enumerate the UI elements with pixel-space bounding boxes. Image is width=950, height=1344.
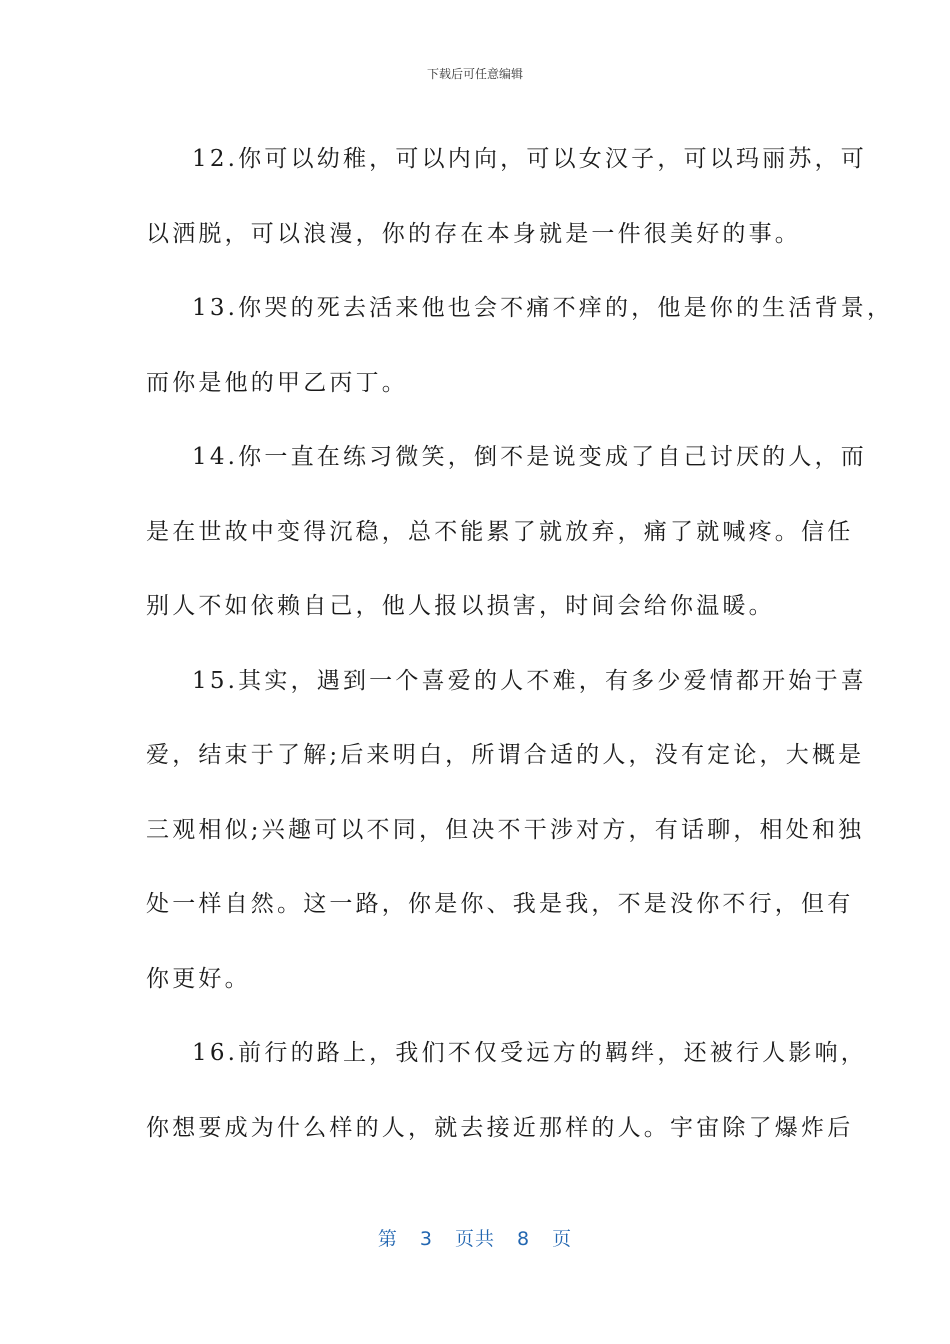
paragraph-line: 14.你一直在练习微笑，倒不是说变成了自己讨厌的人，而 — [192, 444, 867, 470]
paragraph-line: 以洒脱，可以浪漫，你的存在本身就是一件很美好的事。 — [146, 220, 801, 247]
paragraph-14 — [146, 420, 867, 644]
paragraph-13 — [146, 271, 894, 420]
page-middle: 页共 — [454, 1228, 495, 1250]
paragraph-line: 15.其实，遇到一个喜爱的人不难，有多少爱情都开始于喜 — [192, 667, 867, 694]
current-page-number: 3 — [419, 1228, 433, 1250]
paragraph-line: 你想要成为什么样的人，就去接近那样的人。宇宙除了爆炸后 — [146, 1114, 854, 1141]
paragraph-line: 别人不如依赖自己，他人报以损害，时间会给你温暖。 — [146, 593, 775, 619]
page-suffix: 页 — [552, 1228, 573, 1250]
paragraph-15 — [146, 644, 867, 1017]
paragraph-line: 三观相似;兴趣可以不同，但决不干涉对方，有话聊，相处和独 — [146, 816, 865, 843]
page-prefix: 第 — [377, 1228, 398, 1250]
paragraph-12 — [146, 122, 867, 271]
paragraph-line: 爱，结束于了解;后来明白，所谓合适的人，没有定论，大概是 — [146, 742, 865, 768]
paragraph-line: 你更好。 — [146, 965, 251, 992]
paragraph-16 — [146, 1016, 867, 1165]
paragraph-line: 处一样自然。这一路，你是你、我是我，不是没你不行，但有 — [146, 891, 854, 917]
paragraph-line: 13.你哭的死去活来他也会不痛不痒的，他是你的生活背景， — [192, 295, 894, 321]
paragraph-line: 是在世故中变得沉稳，总不能累了就放弃，痛了就喊疼。信任 — [146, 518, 854, 545]
page-header: 下载后可任意编辑 — [426, 67, 523, 81]
paragraph-line: 16.前行的路上，我们不仅受远方的羁绊，还被行人影响， — [192, 1040, 867, 1066]
document-body — [146, 122, 894, 1165]
total-pages-number: 8 — [517, 1228, 531, 1250]
paragraph-line: 12.你可以幼稚，可以内向，可以女汉子，可以玛丽苏，可 — [192, 146, 867, 172]
page-footer — [0, 1226, 950, 1252]
paragraph-line: 而你是他的甲乙丙丁。 — [146, 369, 408, 396]
